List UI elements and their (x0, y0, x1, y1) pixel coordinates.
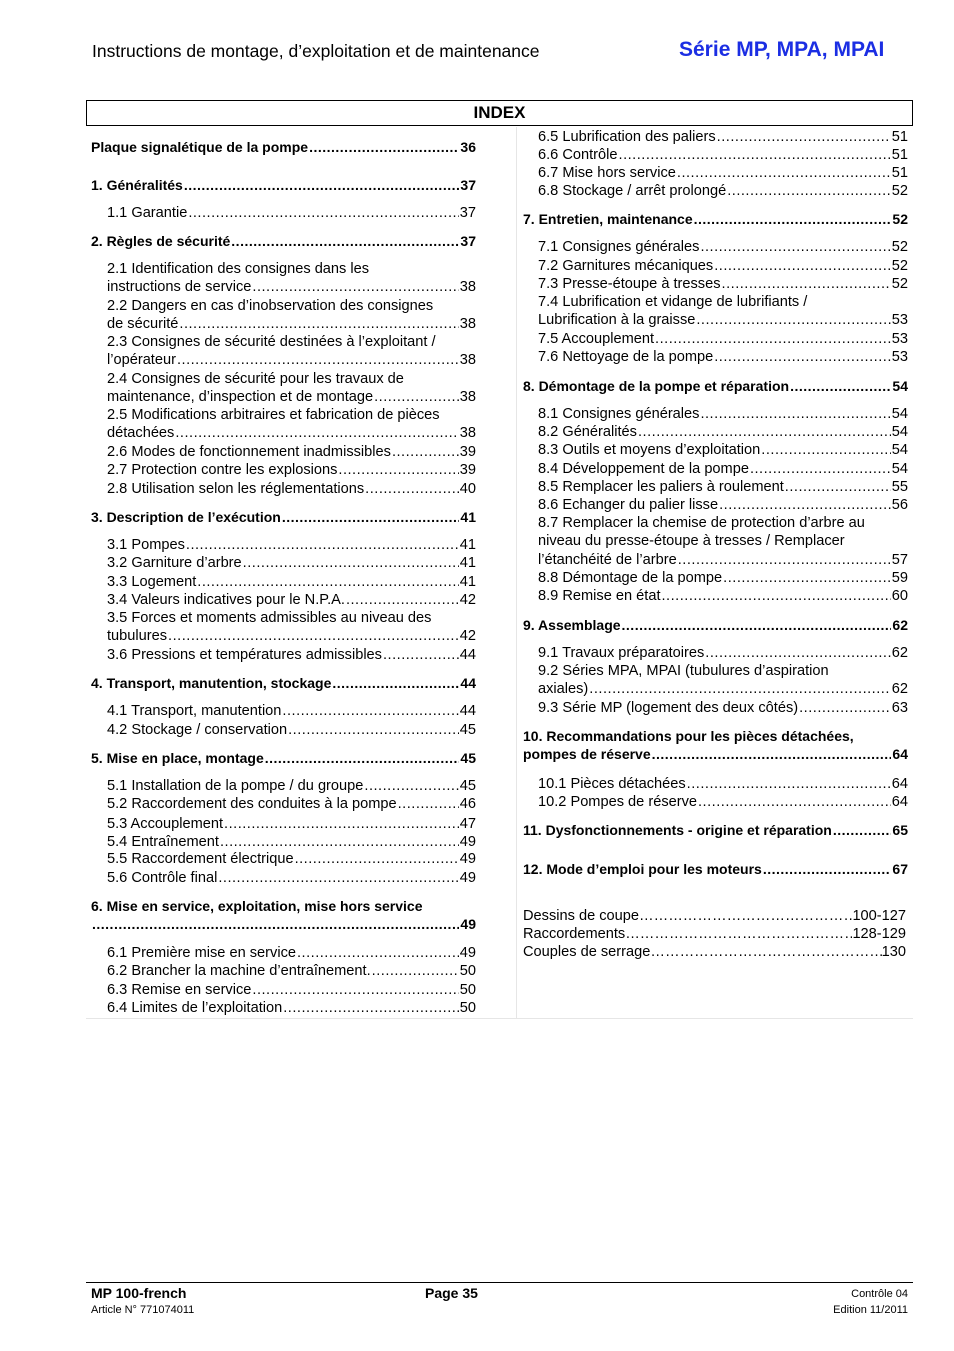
toc-section-entry (107, 944, 476, 962)
toc-section-entry (107, 554, 476, 572)
toc-dot-leader (763, 860, 892, 878)
toc-page-number: 47 (459, 816, 476, 832)
toc-entry-text: 6.1 Première mise en service (107, 945, 296, 961)
toc-page-number: 42 (459, 628, 476, 645)
toc-dot-leader (650, 943, 881, 961)
footer-rule (86, 1282, 913, 1283)
toc-entry-text: 5. Mise en place, montage (91, 750, 264, 766)
toc-dot-leader (338, 461, 458, 479)
footer-document-code: MP 100-french (91, 1285, 187, 1301)
toc-page-number: 65 (892, 822, 908, 838)
toc-dot-leader (295, 850, 459, 868)
toc-section-entry (107, 204, 476, 222)
toc-dot-leader (220, 833, 459, 851)
toc-dot-leader (188, 204, 458, 222)
toc-section-entry (538, 699, 908, 717)
toc-page-number: 41 (459, 537, 476, 553)
toc-entry-text: 9.1 Travaux préparatoires (538, 645, 705, 661)
toc-dot-leader (197, 573, 459, 591)
toc-section-entry (538, 146, 908, 164)
toc-entry-text: 5.3 Accouplement (107, 816, 224, 832)
toc-dot-leader (723, 569, 891, 587)
toc-entry-text: 3. Description de l’exécution (91, 509, 281, 525)
toc-section-entry (107, 370, 476, 407)
toc-entry-text: 2.7 Protection contre les explosions (107, 462, 338, 478)
toc-section-entry (538, 587, 908, 605)
toc-page-number: 51 (891, 129, 908, 145)
toc-page-number: 49 (460, 916, 476, 933)
toc-dot-leader (678, 551, 891, 569)
toc-dot-leader (750, 460, 891, 478)
toc-entry-text: 3.6 Pressions et températures admissibles (107, 647, 382, 663)
toc-page-number: 38 (459, 425, 476, 442)
toc-dot-leader (761, 441, 890, 459)
toc-section-entry (538, 478, 908, 496)
toc-page-number: 52 (892, 211, 908, 227)
toc-dot-leader (694, 210, 892, 228)
toc-chapter-entry (91, 749, 476, 767)
toc-section-entry (107, 721, 476, 739)
toc-entry-text: 2.3 Consignes de sécurité destinées à l’exploitant / (107, 334, 436, 350)
toc-chapter-entry (91, 138, 476, 156)
toc-section-entry (107, 981, 476, 999)
toc-entry-text: 8.9 Remise en état (538, 588, 661, 604)
toc-dot-leader (705, 644, 890, 662)
toc-entry-text: 1. Généralités (91, 177, 183, 193)
toc-chapter-entry (91, 897, 476, 934)
toc-page-number: 52 (891, 276, 908, 292)
toc-entry-text: 7.3 Presse-étoupe à tresses (538, 276, 721, 292)
toc-section-entry (107, 333, 476, 370)
toc-entry-text: 8.7 Remplacer la chemise de protection d’arbre au (538, 515, 865, 531)
toc-dot-leader (696, 311, 890, 329)
toc-chapter-entry (91, 176, 476, 194)
toc-chapter-entry (523, 821, 908, 839)
toc-dot-leader (365, 480, 459, 498)
toc-dot-leader (184, 176, 460, 194)
toc-page-number: 60 (891, 588, 908, 604)
toc-entry-text: Lubrification à la graisse (538, 312, 696, 329)
toc-dot-leader (186, 536, 459, 554)
toc-entry-text: Plaque signalétique de la pompe (91, 139, 309, 155)
toc-appendix-entry (523, 943, 906, 961)
toc-page-number: 38 (459, 389, 476, 406)
toc-dot-leader (288, 721, 459, 739)
toc-entry-text: 7.2 Garnitures mécaniques (538, 258, 714, 274)
toc-page-number: 39 (459, 462, 476, 478)
toc-page-number: 41 (459, 574, 476, 590)
toc-entry-text: 2.4 Consignes de sécurité pour les travaux de (107, 371, 404, 387)
toc-entry-text: 3.5 Forces et moments admissibles au niveau des (107, 610, 432, 626)
toc-page-number: 42 (459, 592, 476, 608)
toc-page-number: 59 (891, 570, 908, 586)
toc-page-number: 44 (459, 647, 476, 663)
toc-page-number: 36 (460, 139, 476, 155)
toc-entry-text: 5.2 Raccordement des conduites à la pompe (107, 796, 397, 812)
toc-page-number: 128-129 (852, 926, 906, 942)
toc-dot-leader (252, 981, 458, 999)
toc-page-number: 51 (891, 147, 908, 163)
toc-entry-text: 1.1 Garantie (107, 205, 188, 221)
toc-dot-leader (714, 348, 891, 366)
toc-page-number: 54 (891, 461, 908, 477)
toc-entry-text: maintenance, d’inspection et de montage (107, 389, 374, 406)
toc-entry-text: 3.2 Garniture d’arbre (107, 555, 242, 571)
toc-entry-text: tubulures (107, 628, 168, 645)
toc-page-number: 44 (459, 703, 476, 719)
toc-dot-leader (265, 749, 460, 767)
footer-article-number: Article N° 771074011 (91, 1304, 195, 1316)
toc-section-entry (538, 775, 908, 793)
toc-entry-text: 4.2 Stockage / conservation (107, 722, 288, 738)
toc-dot-leader (799, 699, 891, 717)
toc-dot-leader (346, 591, 459, 609)
toc-entry-text: 6.7 Mise hors service (538, 165, 676, 181)
toc-page-number: 53 (891, 349, 908, 365)
toc-entry-text: 6. Mise en service, exploitation, mise hors service (91, 898, 423, 914)
toc-dot-leader (662, 587, 891, 605)
toc-entry-text: 6.4 Limites de l’exploitation (107, 1000, 283, 1016)
toc-dot-leader (282, 508, 460, 526)
toc-entry-text: 4. Transport, manutention, stockage (91, 675, 332, 691)
toc-page-number: 50 (459, 982, 476, 998)
toc-dot-leader (282, 702, 458, 720)
toc-dot-leader (252, 278, 458, 296)
toc-page-number: 130 (881, 944, 906, 960)
toc-dot-leader (231, 232, 459, 250)
toc-dot-leader (833, 821, 892, 839)
toc-section-entry (107, 461, 476, 479)
toc-entry-text: 9.2 Séries MPA, MPAI (tubulures d’aspiration (538, 663, 829, 679)
toc-section-entry (107, 260, 476, 297)
toc-page-number: 64 (892, 746, 908, 763)
toc-entry-text: Dessins de coupe (523, 908, 640, 924)
toc-dot-leader (638, 423, 891, 441)
toc-page-number: 44 (460, 675, 476, 691)
toc-section-entry (107, 795, 476, 813)
toc-page-number: 53 (891, 312, 908, 329)
toc-page-number: 52 (891, 239, 908, 255)
toc-appendix-entry (523, 925, 906, 943)
toc-section-entry (107, 591, 476, 609)
toc-page-number: 56 (891, 497, 908, 513)
toc-section-entry (538, 793, 908, 811)
toc-dot-leader (332, 674, 459, 692)
toc-dot-leader (218, 869, 458, 887)
toc-page-number: 38 (459, 352, 476, 369)
toc-entry-text: 8.1 Consignes générales (538, 406, 700, 422)
toc-section-entry (538, 164, 908, 182)
toc-entry-text: 6.6 Contrôle (538, 147, 618, 163)
toc-entry-text: l’opérateur (107, 352, 176, 369)
toc-dot-leader (727, 182, 891, 200)
toc-dot-leader (717, 128, 891, 146)
toc-entry-text: 9. Assemblage (523, 617, 621, 633)
toc-section-entry (107, 962, 476, 980)
toc-entry-text: 10.1 Pièces détachées (538, 776, 686, 792)
toc-dot-leader (175, 424, 458, 442)
toc-entry-text: 2.1 Identification des consignes dans les (107, 261, 370, 277)
toc-page-number: 40 (459, 481, 476, 497)
toc-chapter-entry (91, 674, 476, 692)
toc-dot-leader (785, 478, 891, 496)
footer-control: Contrôle 04 (851, 1288, 908, 1300)
toc-page-number: 41 (460, 509, 476, 525)
toc-entry-text: 8.2 Généralités (538, 424, 637, 440)
toc-section-entry (538, 293, 908, 330)
toc-dot-leader (364, 777, 458, 795)
toc-dot-leader (652, 745, 892, 763)
toc-page-number: 62 (891, 645, 908, 661)
toc-dot-leader (177, 351, 459, 369)
toc-dot-leader (297, 944, 459, 962)
toc-page-number: 50 (459, 1000, 476, 1016)
toc-entry-text: instructions de service (107, 279, 252, 296)
toc-entry-text: 5.4 Entraînement (107, 834, 219, 850)
toc-section-entry (538, 662, 908, 699)
toc-entry-text: 7.6 Nettoyage de la pompe (538, 349, 714, 365)
toc-page-number: 49 (459, 945, 476, 961)
toc-entry-text: 11. Dysfonctionnements - origine et réparation (523, 822, 832, 838)
toc-chapter-entry (91, 232, 476, 250)
toc-chapter-entry (523, 377, 908, 395)
toc-dot-leader (639, 907, 852, 925)
toc-dot-leader (179, 315, 458, 333)
index-heading-box (86, 100, 913, 126)
toc-dot-leader (677, 164, 891, 182)
toc-section-entry (107, 869, 476, 887)
toc-page-number: 37 (459, 205, 476, 221)
toc-dot-leader (374, 388, 459, 406)
toc-dot-leader (224, 815, 459, 833)
toc-section-entry (107, 609, 476, 646)
toc-dot-leader (714, 257, 891, 275)
toc-dot-leader (719, 496, 891, 514)
toc-entry-text: 6.3 Remise en service (107, 982, 252, 998)
toc-section-entry (538, 514, 908, 569)
toc-dot-leader (283, 999, 459, 1017)
toc-section-entry (107, 777, 476, 795)
toc-chapter-entry (523, 210, 908, 228)
index-title: INDEX (473, 103, 526, 122)
toc-section-entry (107, 850, 476, 868)
toc-section-entry (107, 443, 476, 461)
toc-dot-leader (309, 138, 459, 156)
toc-page-number: 38 (459, 279, 476, 296)
toc-entry-text: 2.2 Dangers en cas d’inobservation des consignes (107, 298, 434, 314)
toc-page-number: 57 (891, 551, 908, 568)
toc-entry-text: 8.5 Remplacer les paliers à roulement (538, 479, 784, 495)
footer-edition: Edition 11/2011 (833, 1304, 908, 1316)
toc-dot-leader (700, 238, 890, 256)
toc-section-entry (538, 238, 908, 256)
toc-entry-text: 5.1 Installation de la pompe / du groupe (107, 778, 364, 794)
toc-dot-leader (392, 443, 459, 461)
toc-page-number: 49 (459, 870, 476, 886)
toc-entry-text: 8.8 Démontage de la pompe (538, 570, 723, 586)
toc-dot-leader (619, 146, 891, 164)
toc-dot-leader (655, 330, 891, 348)
toc-page-number: 52 (891, 258, 908, 274)
toc-section-entry (107, 999, 476, 1017)
toc-entry-text: Couples de serrage (523, 944, 651, 960)
toc-section-entry (538, 257, 908, 275)
toc-section-entry (538, 496, 908, 514)
toc-entry-text: 8.4 Développement de la pompe (538, 461, 749, 477)
toc-chapter-entry (91, 508, 476, 526)
toc-entry-text: 6.8 Stockage / arrêt prolongé (538, 183, 727, 199)
toc-page-number: 53 (891, 331, 908, 347)
toc-entry-text: 8.6 Echanger du palier lisse (538, 497, 719, 513)
toc-page-number: 64 (891, 794, 908, 810)
toc-section-entry (538, 441, 908, 459)
header-document-title: Instructions de montage, d’exploitation et de maintenance (92, 41, 540, 61)
toc-page-number: 45 (459, 778, 476, 794)
toc-page-number: 45 (459, 722, 476, 738)
toc-entry-text: 7.5 Accouplement (538, 331, 655, 347)
toc-dot-leader (383, 646, 459, 664)
toc-section-entry (107, 406, 476, 443)
toc-section-entry (538, 569, 908, 587)
toc-dot-leader (625, 925, 852, 943)
toc-section-entry (538, 182, 908, 200)
toc-dot-leader (398, 795, 459, 813)
toc-page-number: 54 (891, 424, 908, 440)
toc-dot-leader (722, 275, 891, 293)
toc-appendix-entry (523, 907, 906, 925)
toc-entry-text: 8.3 Outils et moyens d’exploitation (538, 442, 761, 458)
toc-entry-text: 5.5 Raccordement électrique (107, 851, 294, 867)
toc-entry-text: l’étanchéité de l’arbre (538, 551, 677, 568)
toc-page-number: 54 (891, 406, 908, 422)
toc-entry-text: 12. Mode d’emploi pour les moteurs (523, 861, 762, 877)
toc-section-entry (107, 646, 476, 664)
toc-page-number: 62 (891, 681, 908, 698)
toc-entry-text: 7. Entretien, maintenance (523, 211, 693, 227)
table-bottom-line (86, 1018, 913, 1019)
toc-section-entry (107, 297, 476, 334)
toc-entry-text: 4.1 Transport, manutention (107, 703, 282, 719)
toc-entry-text: 6.5 Lubrification des paliers (538, 129, 716, 145)
toc-page-number: 63 (891, 700, 908, 716)
toc-page-number: 64 (891, 776, 908, 792)
toc-page-number: 50 (459, 963, 476, 979)
toc-dot-leader (622, 616, 892, 634)
toc-entry-text: 2.8 Utilisation selon les réglementations (107, 481, 365, 497)
toc-dot-leader (372, 962, 459, 980)
toc-entry-text: 2.5 Modifications arbitraires et fabrication de pièces (107, 407, 440, 423)
toc-entry-text: pompes de réserve (523, 746, 651, 763)
toc-entry-text: détachées (107, 425, 175, 442)
toc-section-entry (107, 480, 476, 498)
toc-chapter-entry (523, 860, 908, 878)
toc-dot-leader (92, 915, 459, 933)
toc-section-entry (107, 815, 476, 833)
column-divider (516, 127, 517, 1018)
toc-chapter-entry (523, 616, 908, 634)
toc-entry-text: 2.6 Modes de fonctionnement inadmissibles (107, 444, 391, 460)
toc-page-number: 45 (460, 750, 476, 766)
footer-page-number: Page 35 (425, 1285, 478, 1301)
toc-dot-leader (168, 627, 459, 645)
toc-page-number: 41 (459, 555, 476, 571)
toc-dot-leader (790, 377, 891, 395)
toc-page-number: 100-127 (852, 908, 906, 924)
toc-entry-text: de sécurité (107, 316, 179, 333)
toc-dot-leader (700, 405, 890, 423)
toc-chapter-entry (523, 727, 908, 764)
toc-section-entry (538, 128, 908, 146)
toc-page-number: 67 (892, 861, 908, 877)
toc-page-number: 39 (459, 444, 476, 460)
toc-page-number: 52 (891, 183, 908, 199)
toc-entry-text: 2. Règles de sécurité (91, 233, 231, 249)
toc-section-entry (107, 833, 476, 851)
toc-page-number: 49 (459, 851, 476, 867)
toc-dot-leader (687, 775, 891, 793)
toc-dot-leader (243, 554, 459, 572)
toc-page-number: 54 (892, 378, 908, 394)
toc-entry-text: 10.2 Pompes de réserve (538, 794, 697, 810)
toc-entry-text: niveau du presse-étoupe à tresses / Remplacer (538, 533, 845, 550)
toc-section-entry (538, 348, 908, 366)
toc-page-number: 37 (460, 233, 476, 249)
toc-dot-leader (589, 680, 890, 698)
toc-page-number: 62 (892, 617, 908, 633)
header-series-title: Série MP, MPA, MPAI (679, 38, 885, 61)
toc-dot-leader (698, 793, 891, 811)
toc-page-number: 55 (891, 479, 908, 495)
toc-section-entry (107, 573, 476, 591)
toc-entry-text: 5.6 Contrôle final (107, 870, 218, 886)
toc-section-entry (107, 536, 476, 554)
toc-entry-text: 3.3 Logement (107, 574, 197, 590)
toc-entry-text: 6.2 Brancher la machine d’entraînement. (107, 963, 371, 979)
toc-page-number: 38 (459, 316, 476, 333)
toc-entry-text: 9.3 Série MP (logement des deux côtés) (538, 700, 799, 716)
toc-section-entry (538, 330, 908, 348)
toc-entry-text: axiales) (538, 681, 589, 698)
toc-section-entry (538, 460, 908, 478)
toc-page-number: 37 (460, 177, 476, 193)
toc-entry-text: 3.4 Valeurs indicatives pour le N.P.A. (107, 592, 345, 608)
toc-page-number: 49 (459, 834, 476, 850)
toc-section-entry (538, 405, 908, 423)
toc-section-entry (538, 644, 908, 662)
toc-entry-text: 7.1 Consignes générales (538, 239, 700, 255)
toc-section-entry (107, 702, 476, 720)
toc-entry-text: Raccordements (523, 926, 626, 942)
toc-entry-text: 10. Recommandations pour les pièces détachées, (523, 728, 854, 744)
toc-page-number: 51 (891, 165, 908, 181)
toc-entry-text: 8. Démontage de la pompe et réparation (523, 378, 790, 394)
toc-entry-text: 7.4 Lubrification et vidange de lubrifiants / (538, 294, 808, 310)
toc-entry-text: 3.1 Pompes (107, 537, 185, 553)
toc-section-entry (538, 423, 908, 441)
toc-page-number: 46 (459, 796, 476, 812)
toc-section-entry (538, 275, 908, 293)
toc-page-number: 54 (891, 442, 908, 458)
